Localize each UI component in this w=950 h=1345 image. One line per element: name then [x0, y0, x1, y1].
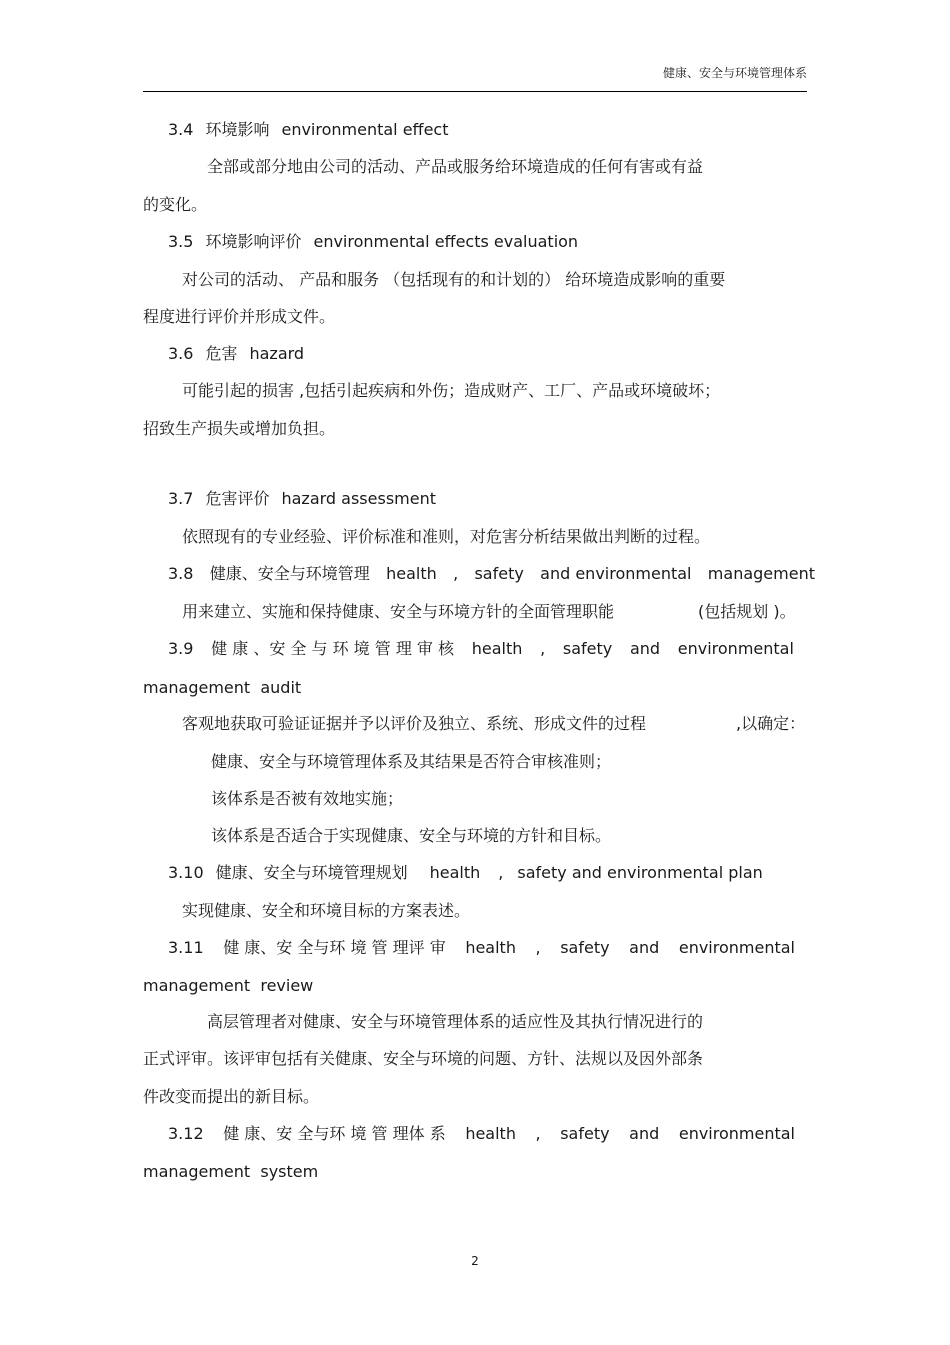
- section-3-10-heading: [168, 863, 763, 883]
- section-number: 3.12: [168, 1124, 204, 1143]
- section-3-7-heading: [168, 489, 436, 509]
- term-cn: 健康、安全与环境管理: [209, 564, 370, 583]
- header-rule: [143, 91, 807, 92]
- section-3-11-definition-line-1: 高层管理者对健康、安全与环境管理体系的适应性及其执行情况进行的: [207, 1012, 704, 1031]
- term-en-word: health: [429, 863, 481, 882]
- section-3-11-definition-line-2: 正式评审。该评审包括有关健康、安全与环境的问题、方针、法规以及因外部条: [143, 1049, 704, 1068]
- section-number: 3.8: [168, 564, 194, 583]
- term-cn: 危害评价: [205, 489, 270, 508]
- section-3-9-list-item: 该体系是否适合于实现健康、安全与环境的方针和目标。: [211, 826, 612, 845]
- section-number: 3.7: [168, 489, 194, 508]
- section-3-5-heading: [168, 232, 578, 252]
- term-cn: 健 康 、安 全 与 环 境 管 理 审 核: [211, 639, 455, 658]
- term-en-word: safety: [562, 639, 613, 658]
- term-en: environmental effects evaluation: [313, 232, 579, 251]
- section-3-11-definition-line-3: 件改变而提出的新目标。: [143, 1087, 320, 1106]
- term-en-word: safety: [560, 1124, 610, 1143]
- term-cn: 危害: [205, 344, 238, 363]
- section-number: 3.10: [168, 863, 204, 882]
- term-en-word: environmental: [678, 1124, 795, 1143]
- term-cn: 环境影响: [205, 120, 270, 139]
- term-en-word: and: [629, 938, 660, 957]
- term-en-word: health: [465, 938, 516, 957]
- term-en: hazard assessment: [281, 489, 436, 508]
- term-en: environmental effect: [281, 120, 449, 139]
- term-cn: 健 康、安 全与环 境 管 理评 审: [223, 938, 446, 957]
- term-cn: 健 康、安 全与环 境 管 理体 系: [223, 1124, 446, 1143]
- term-en-word: health: [465, 1124, 516, 1143]
- section-3-11-heading-continuation: management review: [143, 976, 314, 995]
- term-en-word: safety and environmental plan: [517, 863, 763, 882]
- section-3-5-definition-line-1: 对公司的活动、 产品和服务 （包括现有的和计划的） 给环境造成影响的重要: [182, 270, 726, 289]
- term-cn: 环境影响评价: [205, 232, 302, 251]
- section-number: 3.9: [168, 639, 194, 658]
- term-cn: 健康、安全与环境管理规划: [215, 863, 408, 882]
- term-en-word: ,: [535, 1124, 541, 1143]
- term-en-word: ,: [540, 639, 546, 658]
- section-3-4-heading: [168, 120, 448, 140]
- term-en-word: environmental: [677, 639, 794, 658]
- term-en-word: ,: [498, 863, 504, 882]
- term-en-word: ,: [535, 938, 541, 957]
- term-en-word: and environmental: [540, 564, 692, 583]
- term-en: hazard: [249, 344, 305, 363]
- section-3-12-heading: [168, 1124, 795, 1144]
- term-en-word: ,: [453, 564, 459, 583]
- section-3-9-list-item: 该体系是否被有效地实施；: [211, 789, 404, 808]
- section-3-6-heading: [168, 344, 304, 364]
- section-3-9-list-item: 健康、安全与环境管理体系及其结果是否符合审核准则；: [211, 752, 612, 771]
- term-en-word: safety: [474, 564, 524, 583]
- term-en-word: health: [386, 564, 437, 583]
- section-3-6-definition-line-1: 可能引起的损害 ,包括引起疾病和外伤；造成财产、工厂、产品或环境破坏；: [182, 381, 721, 400]
- section-3-9-definition-tail: ,以确定：: [736, 714, 806, 733]
- section-number: 3.6: [168, 344, 194, 363]
- section-3-8-definition-line-1: 用来建立、实施和保持健康、安全与环境方针的全面管理职能: [182, 602, 615, 621]
- section-3-6-definition-line-2: 招致生产损失或增加负担。: [143, 419, 336, 438]
- running-header: 健康、安全与环境管理体系: [662, 66, 807, 80]
- section-3-5-definition-line-2: 程度进行评价并形成文件。: [143, 307, 336, 326]
- section-3-9-heading-continuation: management audit: [143, 678, 302, 697]
- section-3-9-definition-line-1: 客观地获取可验证证据并予以评价及独立、系统、形成文件的过程: [182, 714, 647, 733]
- page-number: 2: [471, 1254, 479, 1268]
- section-3-8-heading: [168, 564, 815, 584]
- term-en-word: safety: [560, 938, 610, 957]
- section-3-10-definition-line-1: 实现健康、安全和环境目标的方案表述。: [182, 901, 471, 920]
- term-en-word: environmental: [678, 938, 795, 957]
- section-number: 3.4: [168, 120, 194, 139]
- section-number: 3.11: [168, 938, 204, 957]
- section-3-7-definition-line-1: 依照现有的专业经验、评价标准和准则，对危害分析结果做出判断的过程。: [182, 527, 711, 546]
- term-en-word: management: [707, 564, 815, 583]
- section-3-11-heading: [168, 938, 795, 958]
- term-en-word: and: [629, 1124, 660, 1143]
- section-3-4-definition-line-2: 的变化。: [143, 195, 208, 214]
- section-3-9-heading: [168, 639, 794, 659]
- term-en-word: health: [471, 639, 523, 658]
- term-en-word: and: [629, 639, 661, 658]
- section-3-4-definition-line-1: 全部或部分地由公司的活动、产品或服务给环境造成的任何有害或有益: [207, 157, 704, 176]
- section-3-12-heading-continuation: management system: [143, 1162, 319, 1181]
- section-number: 3.5: [168, 232, 194, 251]
- section-3-8-definition-tail: (包括规划 )。: [698, 602, 796, 621]
